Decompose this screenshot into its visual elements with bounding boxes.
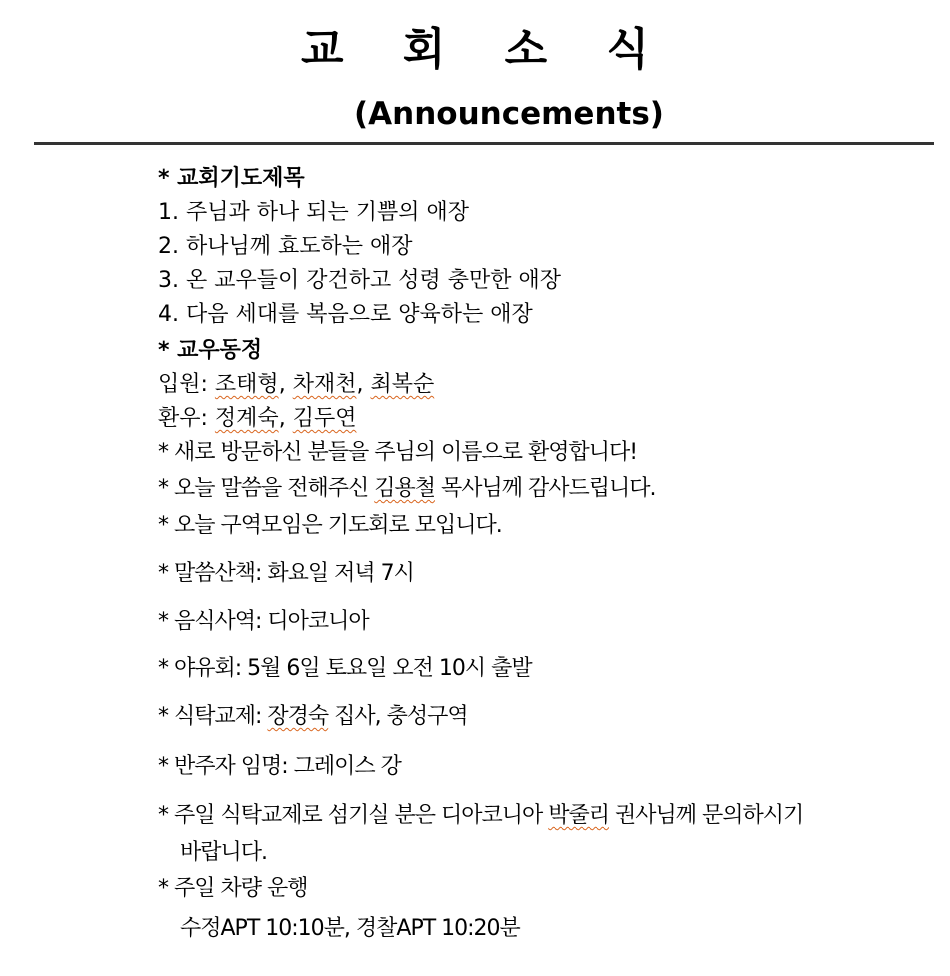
members-heading: * 교우동정 (158, 338, 263, 363)
patients-line: 환우: 정계숙, 김두연 (158, 406, 357, 431)
announcements-subtitle: (Announcements) (354, 96, 664, 132)
announcements-title: 교 회 소 식 (301, 24, 671, 75)
header-divider (34, 142, 934, 145)
prayer-item: 1. 주님과 하나 되는 기쁨의 애장 (158, 200, 469, 225)
district-notice: * 오늘 구역모임은 기도회로 모입니다. (158, 513, 502, 538)
prayer-item: 2. 하나님께 효도하는 애장 (158, 234, 413, 259)
food-ministry-notice: * 음식사역: 디아코니아 (158, 609, 369, 634)
hospitalized-label: 입원: (158, 372, 215, 397)
hospitalized-line: 입원: 조태형, 차재천, 최복순 (158, 372, 435, 397)
pianist-notice: * 반주자 임명: 그레이스 강 (158, 754, 401, 779)
contact-name: 박줄리 (548, 803, 610, 828)
sunday-meal-notice: * 주일 식탁교제로 섬기실 분은 디아코니아 박줄리 권사님께 문의하시기 (158, 803, 804, 828)
fellowship-notice: * 식탁교제: 장경숙 집사, 충성구역 (158, 704, 468, 729)
host-name: 장경숙 (267, 704, 329, 729)
member-name: 김두연 (292, 406, 357, 431)
vehicle-heading: * 주일 차량 운행 (158, 876, 308, 901)
member-name: 차재천 (292, 372, 357, 397)
preacher-name: 김용철 (374, 476, 436, 501)
sunday-meal-continuation: 바랍니다. (180, 840, 268, 865)
member-name: 정계숙 (214, 406, 279, 431)
vehicle-schedule: 수정APT 10:10분, 경찰APT 10:20분 (180, 916, 520, 941)
member-name: 최복순 (370, 372, 435, 397)
member-name: 조태형 (214, 372, 279, 397)
prayer-item: 4. 다음 세대를 복음으로 양육하는 애장 (158, 302, 533, 327)
word-walk-notice: * 말씀산책: 화요일 저녁 7시 (158, 561, 414, 586)
patients-label: 환우: (158, 406, 215, 431)
thanks-notice: * 오늘 말씀을 전해주신 김용철 목사님께 감사드립니다. (158, 476, 656, 501)
prayer-heading: * 교회기도제목 (158, 166, 305, 191)
picnic-notice: * 야유회: 5월 6일 토요일 오전 10시 출발 (158, 656, 532, 681)
welcome-notice: * 새로 방문하신 분들을 주님의 이름으로 환영합니다! (158, 440, 638, 465)
prayer-item: 3. 온 교우들이 강건하고 성령 충만한 애장 (158, 268, 561, 293)
